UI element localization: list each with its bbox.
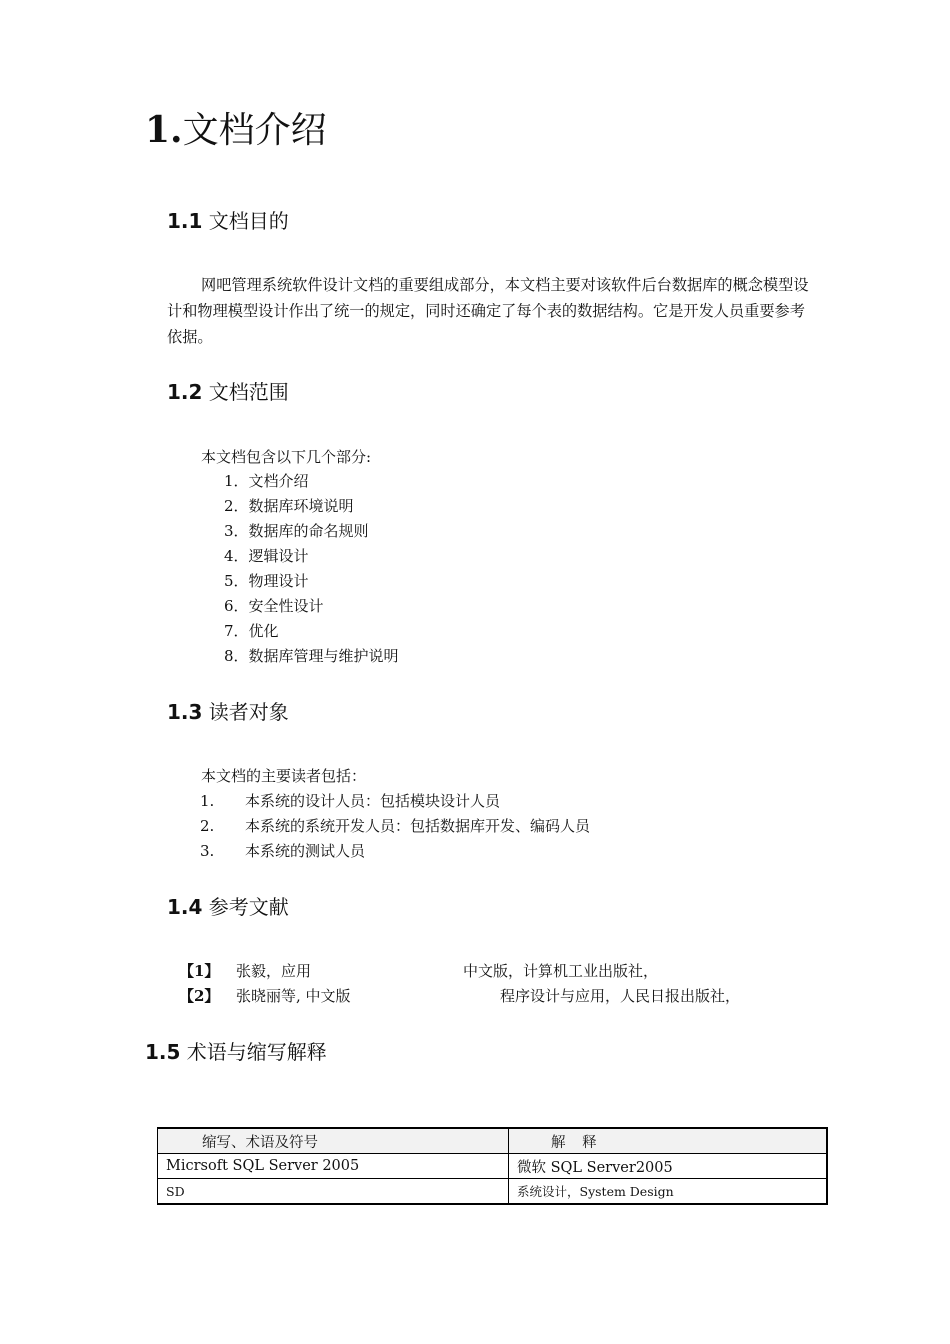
section-title: 术语与缩写解释	[186, 1040, 327, 1064]
title-text: 文档介绍	[182, 110, 327, 151]
scope-item: 1．文档介绍	[224, 472, 309, 490]
page-title	[145, 106, 327, 155]
section-number: 1.1	[167, 209, 203, 233]
section-number: 1.4	[167, 895, 203, 919]
table-cell: SD	[158, 1179, 509, 1205]
purpose-paragraph	[167, 272, 812, 350]
reference-detail: 中文版，计算机工业出版社，	[463, 962, 659, 980]
reader-item-text: 本系统的测试人员	[245, 842, 366, 860]
section-title: 参考文献	[208, 895, 289, 919]
terms-table	[157, 1127, 828, 1205]
purpose-text: 网吧管理系统软件设计文档的重要组成部分，本文档主要对该软件后台数据库的概念模型设计和物理模型设计作出了统一的规定，同时还确定了每个表的数据结构。它是开发人员重要参考依据。	[167, 276, 809, 346]
scope-item: 4．逻辑设计	[224, 547, 309, 565]
table-cell: 微软 SQL Server2005	[509, 1154, 828, 1179]
section-number: 1.2	[167, 380, 203, 404]
table-row	[158, 1154, 828, 1179]
reader-item-text: 本系统的系统开发人员：包括数据库开发、编码人员	[245, 817, 591, 835]
scope-item: 2．数据库环境说明	[224, 497, 354, 515]
reader-item-text: 本系统的设计人员：包括模块设计人员	[245, 792, 501, 810]
reference-author: 张毅，应用	[236, 962, 312, 980]
reader-item-number: 3.	[200, 842, 215, 860]
table-cell: Micrsoft SQL Server 2005	[158, 1154, 509, 1179]
reference-author: 张晓丽等, 中文版	[236, 987, 351, 1005]
reference-detail: 程序设计与应用，人民日报出版社，	[500, 987, 741, 1005]
table-header-cell: 缩写、术语及符号	[158, 1128, 509, 1154]
section-number: 1.5	[145, 1040, 181, 1064]
section-title: 读者对象	[208, 700, 289, 724]
reference-bracket	[179, 984, 219, 1009]
scope-item: 7．优化	[224, 622, 279, 640]
section-heading-1-2	[167, 378, 289, 406]
scope-item: 6．安全性设计	[224, 597, 324, 615]
title-number: 1.	[145, 109, 183, 151]
section-number: 1.3	[167, 700, 203, 724]
table-row	[158, 1179, 828, 1205]
section-heading-1-4	[167, 893, 289, 921]
scope-item: 3．数据库的命名规则	[224, 522, 369, 540]
reader-item-number: 2.	[200, 817, 215, 835]
table-cell: 系统设计，System Design	[509, 1179, 828, 1205]
scope-intro: 本文档包含以下几个部分:	[201, 448, 372, 466]
section-heading-1-1	[167, 207, 289, 235]
reference-number: 【2】	[179, 987, 220, 1005]
scope-item: 5．物理设计	[224, 572, 309, 590]
table-header-cell: 解 释	[509, 1128, 828, 1154]
readers-intro: 本文档的主要读者包括：	[201, 767, 367, 785]
reference-number: 【1】	[179, 962, 220, 980]
section-title: 文档范围	[208, 380, 289, 404]
reader-item-number: 1.	[200, 792, 215, 810]
scope-item: 8．数据库管理与维护说明	[224, 647, 399, 665]
section-heading-1-3	[167, 698, 289, 726]
section-heading-1-5	[145, 1038, 327, 1066]
table-header-row	[158, 1128, 828, 1154]
reference-bracket	[179, 959, 219, 984]
section-title: 文档目的	[208, 209, 289, 233]
